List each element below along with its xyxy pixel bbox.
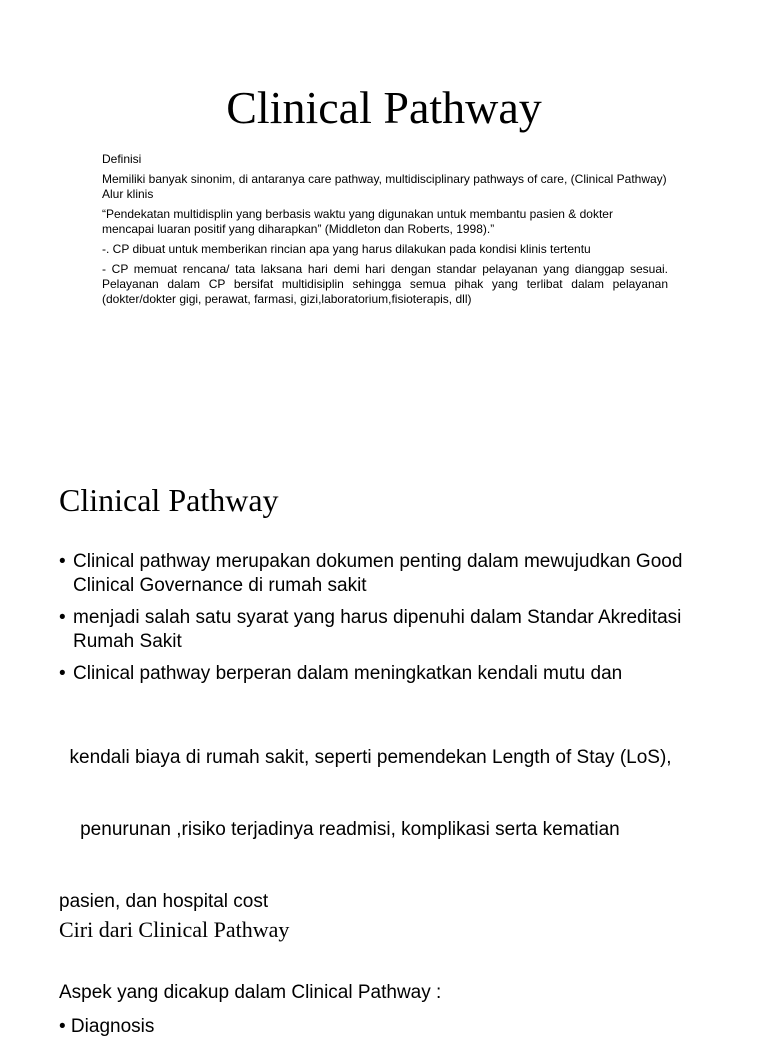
slide-1-title: Clinical Pathway: [226, 82, 542, 133]
list-item-text: menjadi salah satu syarat yang harus dipenuhi dalam Standar Akreditasi Rumah Sakit: [73, 607, 682, 652]
slide-1: [0, 0, 768, 420]
content-paragraph: - CP memuat rencana/ tata laksana hari demi hari dengan standar pelayanan yang dianggap sesuai. Pelayanan dalam CP bersifat multidisiplin sehingga semua pihak yang terlibat dalam pelayanan (dokter/dokter gigi, perawat, farmasi, gizi,laboratorium,fisioterapis, dll): [102, 262, 668, 306]
continuation-text: [59, 698, 749, 938]
list-item: [59, 550, 739, 598]
continuation-line: kendali biaya di rumah sakit, seperti pemendekan Length of Stay (LoS),: [59, 747, 672, 768]
slide-2-title: Clinical Pathway: [59, 482, 279, 518]
bullet-icon: •: [59, 607, 66, 628]
slide-3-subtitle: Aspek yang dicakup dalam Clinical Pathway :: [59, 982, 442, 1003]
list-item-text: Clinical pathway berperan dalam meningkatkan kendali mutu dan: [73, 663, 623, 684]
list-item-text: Clinical pathway merupakan dokumen penting dalam mewujudkan Good Clinical Governance di rumah sakit: [73, 551, 683, 596]
bullet-icon: •: [59, 551, 66, 572]
list-item: [59, 662, 739, 686]
bullet-icon: •: [59, 663, 66, 684]
continuation-line: penurunan ,risiko terjadinya readmisi, komplikasi serta kematian: [59, 819, 620, 840]
list-item: [59, 606, 739, 654]
slide-3-title: Ciri dari Clinical Pathway: [59, 917, 290, 942]
synonym-paragraph: Memiliki banyak sinonim, di antaranya care pathway, multidisciplinary pathways of care, (Clinical Pathway) Alur klinis: [102, 172, 667, 201]
slide-1-body: [102, 152, 668, 312]
quote-paragraph: “Pendekatan multidisplin yang berbasis waktu yang digunakan untuk membantu pasien & dokter mencapai luaran positif yang diharapkan” (Middleton dan Roberts, 1998).”: [102, 207, 613, 236]
list-item: • Diagnosis: [59, 1016, 155, 1037]
definition-heading: Definisi: [102, 152, 142, 166]
slide-3: [0, 905, 768, 1037]
purpose-paragraph: -. CP dibuat untuk memberikan rincian apa yang harus dilakukan pada kondisi klinis tertentu: [102, 242, 591, 256]
bullet-list: [59, 550, 739, 694]
continuation-line: pasien, dan hospital cost: [59, 891, 269, 912]
